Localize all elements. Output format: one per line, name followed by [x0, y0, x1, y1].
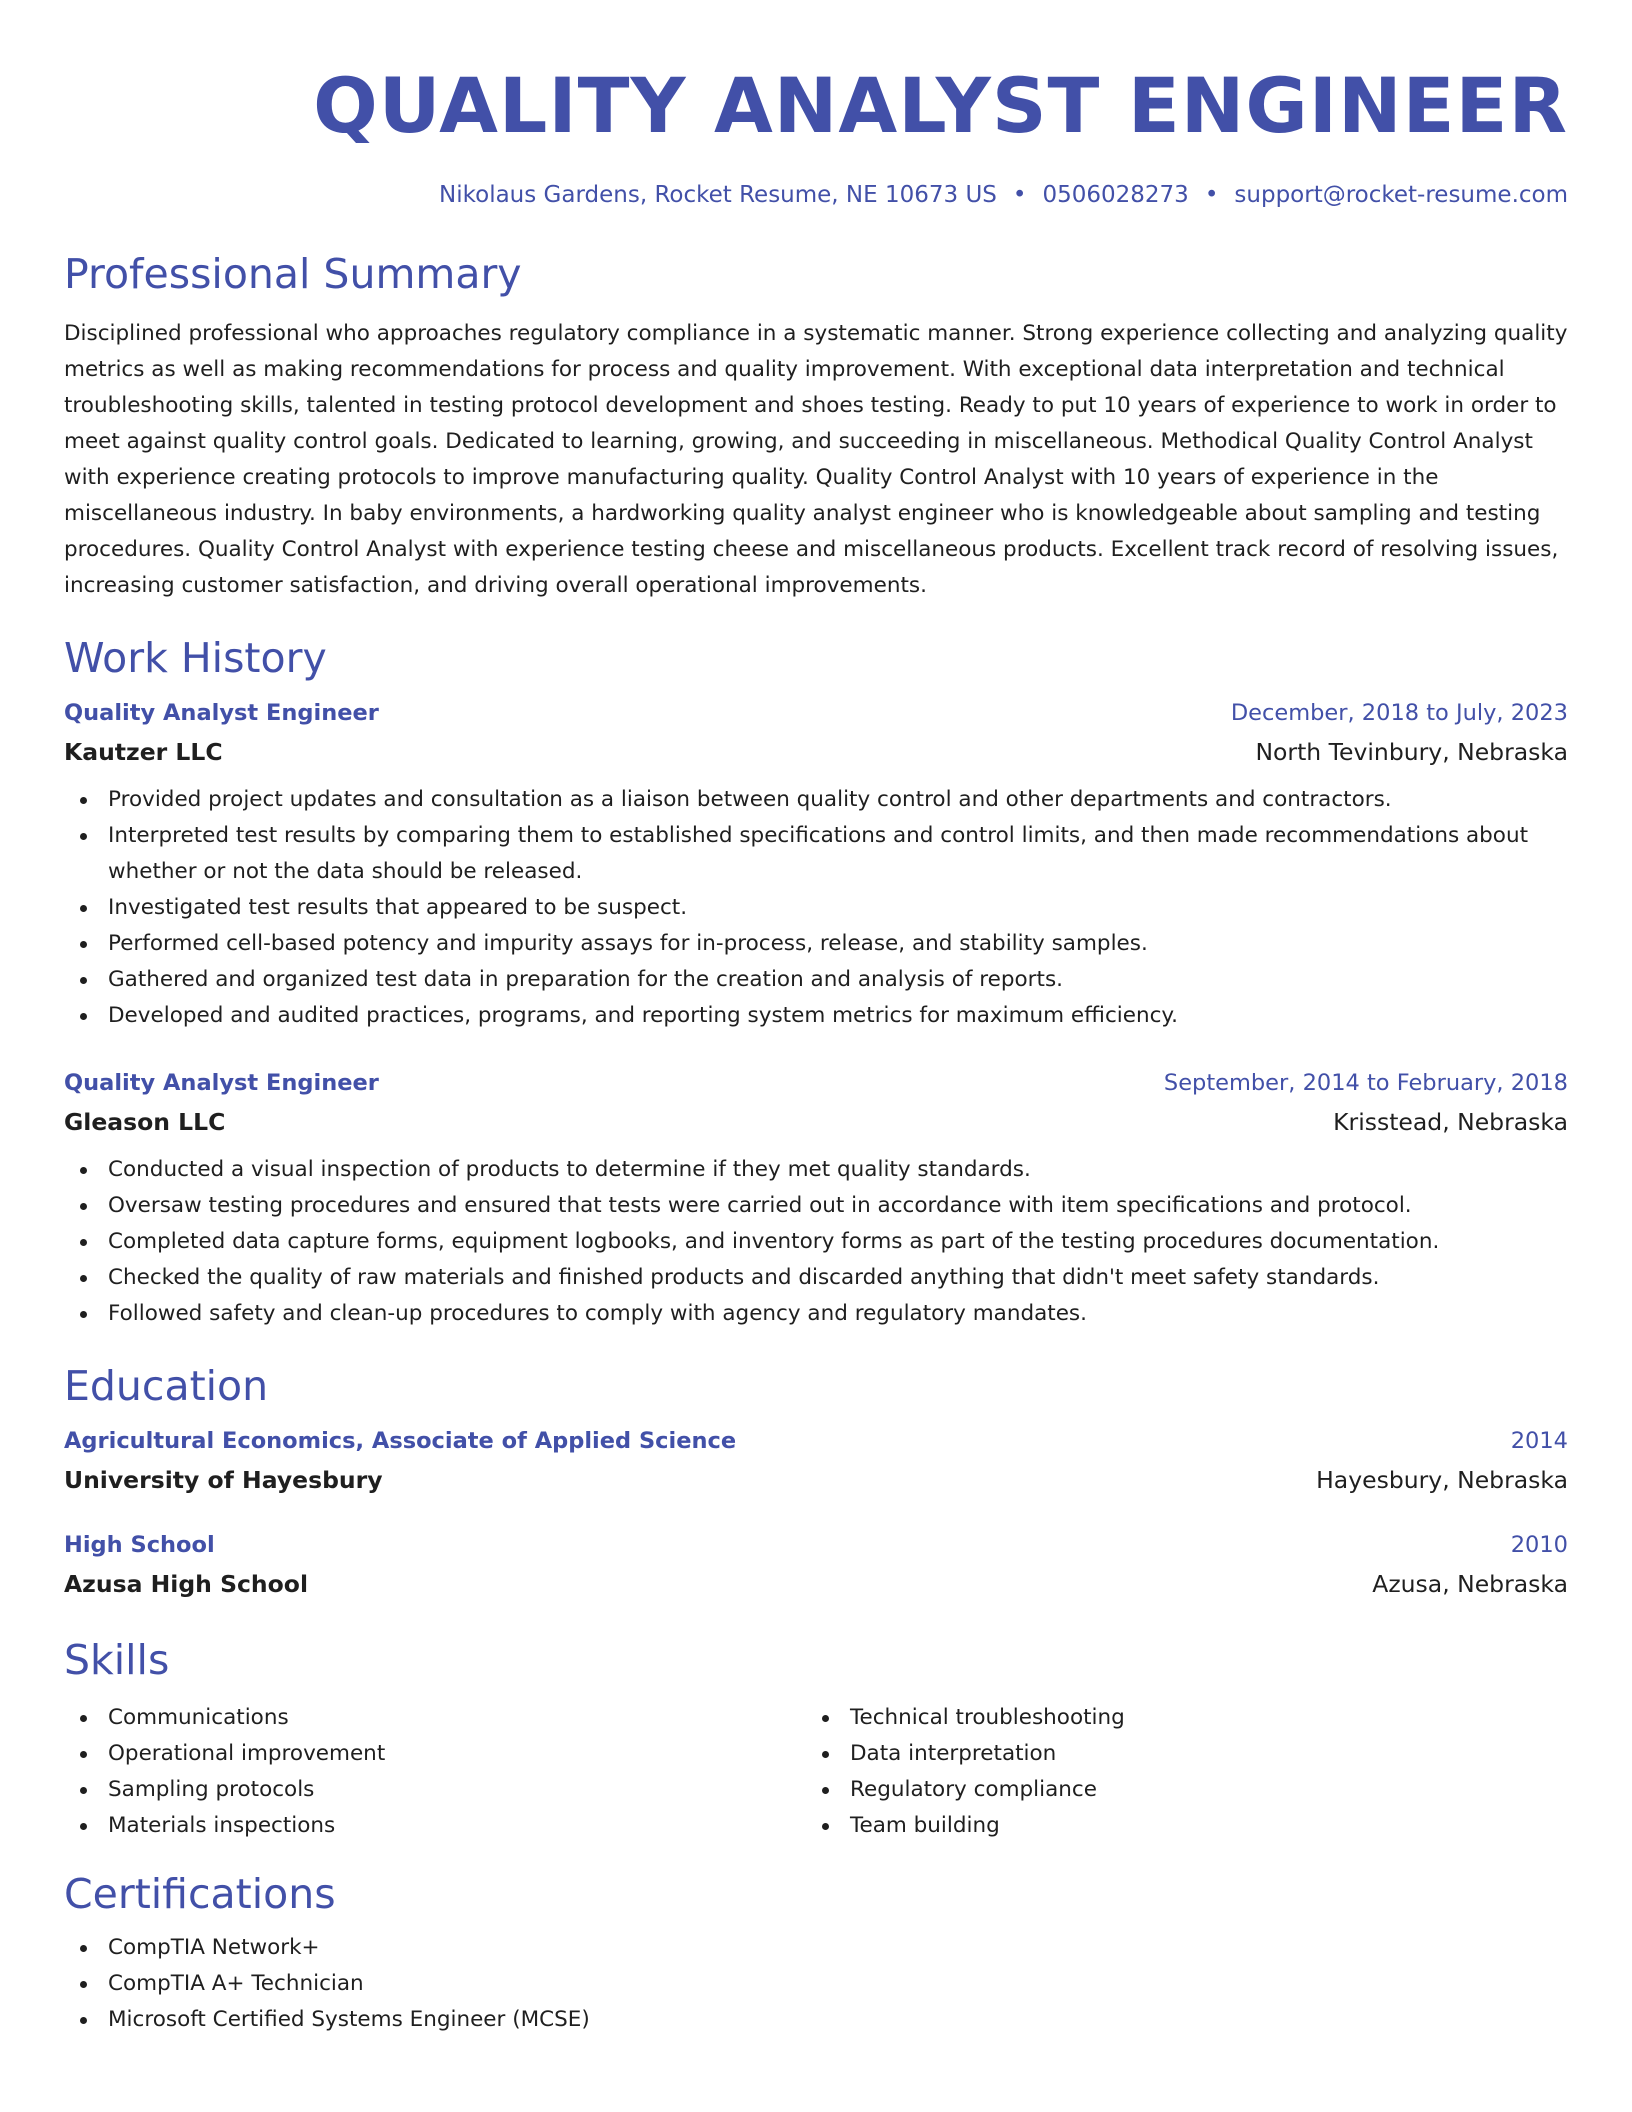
skill-item: Materials inspections: [64, 1808, 806, 1844]
job-dates: September, 2014 to February, 2018: [1163, 1070, 1568, 1096]
section-title-certifications: Certifications: [64, 1870, 336, 1918]
job-header-row: [64, 694, 1568, 732]
job-bullet: Investigated test results that appeared to be suspect.: [64, 890, 1568, 926]
contact-email[interactable]: support@rocket-resume.com: [1234, 182, 1568, 208]
education-entry: [64, 1526, 1568, 1604]
education-year: 2014: [1510, 1428, 1568, 1454]
job-bullets: [64, 1152, 1568, 1332]
job-bullet: Performed cell-based potency and impurity assays for in-process, release, and stability samples.: [64, 926, 1568, 962]
education-year: 2010: [1510, 1532, 1568, 1558]
skill-item: Sampling protocols: [64, 1772, 806, 1808]
job-role: Quality Analyst Engineer: [64, 700, 379, 726]
job-location: North Tevinbury, Nebraska: [1255, 738, 1568, 766]
section-title-work-history: Work History: [64, 634, 327, 682]
certifications-list: [64, 1930, 1568, 2038]
skill-item: Operational improvement: [64, 1736, 806, 1772]
skills-column-right: [806, 1700, 1548, 1844]
contact-separator: •: [1012, 182, 1027, 208]
section-title-skills: Skills: [64, 1636, 170, 1684]
job-location: Krisstead, Nebraska: [1333, 1108, 1568, 1136]
education-school-row: [64, 1564, 1568, 1604]
education-school-row: [64, 1460, 1568, 1500]
job-dates: December, 2018 to July, 2023: [1230, 700, 1568, 726]
job-bullets: [64, 782, 1568, 1034]
job-bullet: Checked the quality of raw materials and finished products and discarded anything that didn't meet safety standards.: [64, 1260, 1568, 1296]
education-degree: Agricultural Economics, Associate of Applied Science: [64, 1428, 737, 1454]
resume-title: QUALITY ANALYST ENGINEER: [313, 61, 1568, 150]
education-school: University of Hayesbury: [64, 1466, 383, 1494]
section-title-summary: Professional Summary: [64, 250, 522, 298]
job-role: Quality Analyst Engineer: [64, 1070, 379, 1096]
education-location: Azusa, Nebraska: [1372, 1570, 1568, 1598]
job-header-row: [64, 1064, 1568, 1102]
job-bullet: Completed data capture forms, equipment logbooks, and inventory forms as part of the testing procedures documentation.: [64, 1224, 1568, 1260]
skills-list: [806, 1700, 1548, 1844]
job-company-row: [64, 1102, 1568, 1142]
skill-item: Team building: [806, 1808, 1548, 1844]
contact-address: Nikolaus Gardens, Rocket Resume, NE 10673 US: [439, 182, 997, 208]
job-bullet: Developed and audited practices, programs, and reporting system metrics for maximum efficiency.: [64, 998, 1568, 1034]
contact-line: [64, 180, 1568, 210]
skill-item: Data interpretation: [806, 1736, 1548, 1772]
education-header-row: [64, 1526, 1568, 1564]
skills-grid: [64, 1700, 1568, 1844]
education-entry: [64, 1422, 1568, 1500]
job-entry: [64, 1064, 1568, 1332]
job-company-row: [64, 732, 1568, 772]
education-degree: High School: [64, 1532, 215, 1558]
skill-item: Regulatory compliance: [806, 1772, 1548, 1808]
job-bullet: Conducted a visual inspection of products to determine if they met quality standards.: [64, 1152, 1568, 1188]
education-school: Azusa High School: [64, 1570, 309, 1598]
job-bullet: Followed safety and clean-up procedures to comply with agency and regulatory mandates.: [64, 1296, 1568, 1332]
contact-phone: 0506028273: [1042, 182, 1189, 208]
certification-item: CompTIA A+ Technician: [64, 1966, 1568, 2002]
skills-column-left: [64, 1700, 806, 1844]
skill-item: Technical troubleshooting: [806, 1700, 1548, 1736]
skills-list: [64, 1700, 806, 1844]
job-bullet: Interpreted test results by comparing them to established specifications and control limits, and then made recommendations about whether or not the data should be released.: [64, 818, 1568, 890]
skill-item: Communications: [64, 1700, 806, 1736]
job-bullet: Provided project updates and consultation as a liaison between quality control and other departments and contractors.: [64, 782, 1568, 818]
job-entry: [64, 694, 1568, 1034]
job-company: Kautzer LLC: [64, 738, 223, 766]
education-location: Hayesbury, Nebraska: [1316, 1466, 1568, 1494]
job-bullet: Gathered and organized test data in preparation for the creation and analysis of reports.: [64, 962, 1568, 998]
section-title-education: Education: [64, 1362, 269, 1410]
job-bullet: Oversaw testing procedures and ensured that tests were carried out in accordance with item specifications and protocol.: [64, 1188, 1568, 1224]
job-company: Gleason LLC: [64, 1108, 226, 1136]
education-header-row: [64, 1422, 1568, 1460]
summary-text: Disciplined professional who approaches regulatory compliance in a systematic manner. Strong experience collecting and analyzing quality metrics as well as making recommendations for process and quality improvement. With exceptional data interpretation and technical troubleshooting skills, talented in testing protocol development and shoes testing. Ready to put 10 years of experience to work in order to meet against quality control goals. Dedicated to learning, growing, and succeeding in miscellaneous. Methodical Quality Control Analyst with experience creating protocols to improve manufacturing quality. Quality Control Analyst with 10 years of experience in the miscellaneous industry. In baby environments, a hardworking quality analyst engineer who is knowledgeable about sampling and testing procedures. Quality Control Analyst with experience testing cheese and miscellaneous products. Excellent track record of resolving issues, increasing customer satisfaction, and driving overall operational improvements.: [64, 321, 1568, 598]
certification-item: Microsoft Certified Systems Engineer (MCSE): [64, 2002, 1568, 2038]
certification-item: CompTIA Network+: [64, 1930, 1568, 1966]
contact-separator: •: [1204, 182, 1219, 208]
